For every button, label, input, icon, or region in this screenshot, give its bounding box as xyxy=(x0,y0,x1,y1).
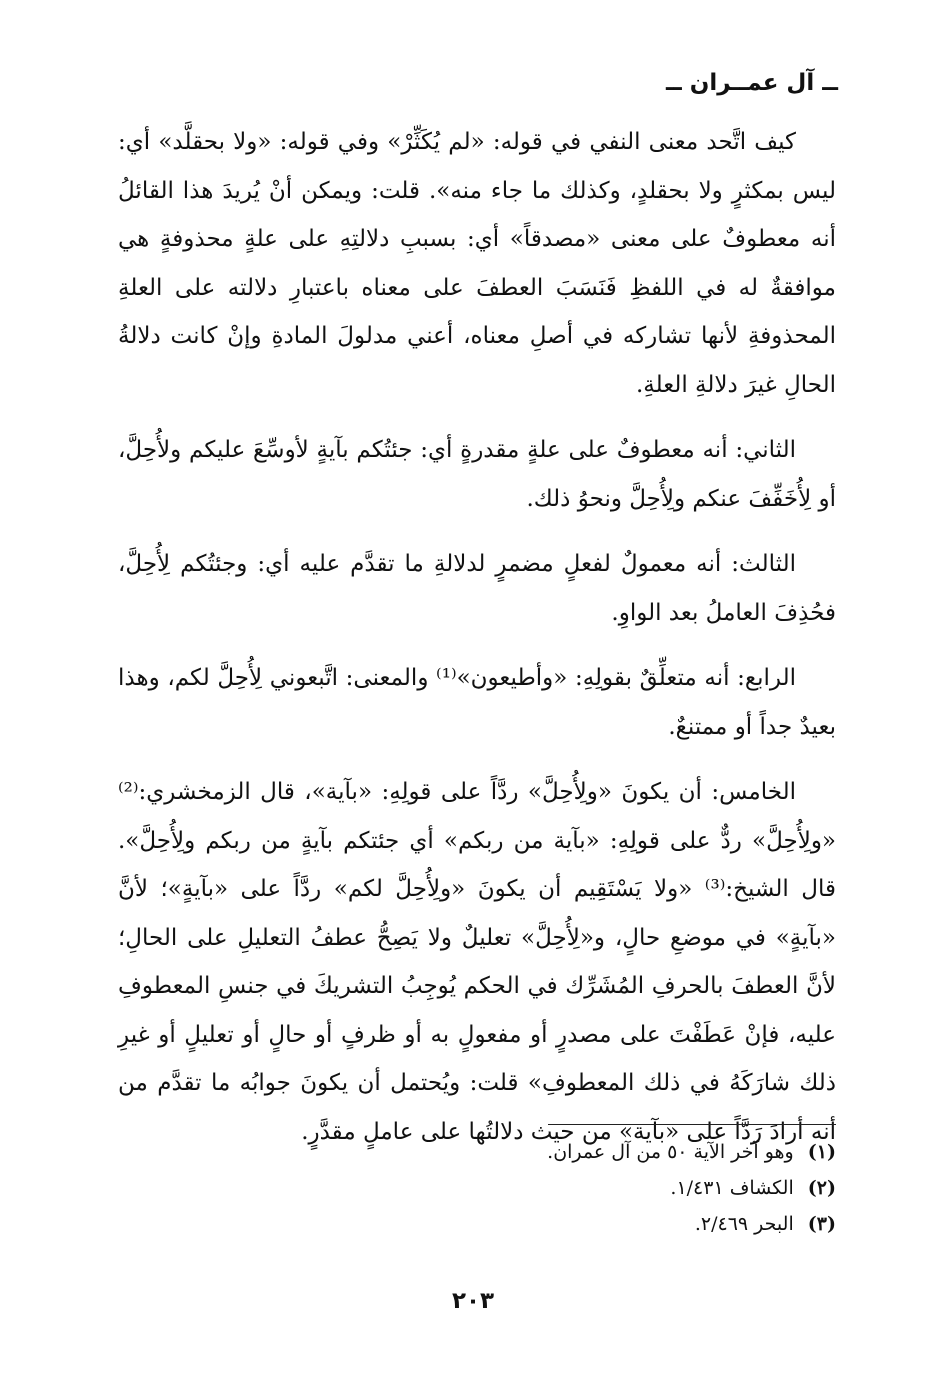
footnote-text: الكشاف ١/٤٣١. xyxy=(670,1177,794,1199)
footnote-item xyxy=(416,1134,836,1170)
footnote-separator xyxy=(548,1124,836,1125)
footnote-text: وهو آخر الآية ٥٠ من آل عمران. xyxy=(547,1141,794,1163)
running-head: ــ آل عمــران ــ xyxy=(666,70,838,96)
paragraph-fifth-opinion: الخامس: أن يكونَ «ولِأُحِلَّ» ردَّاً على قولِهِ: «بآية»، قال الزمخشري:⁽²⁾ «ولِأُحِلَّ» ردٌّ على قولِهِ: «بآية من ربكم» أي جئتكم بآيةٍ من ربكم ولِأُحِلَّ». قال الشيخ:⁽³⁾ «ولا يَسْتَقِيم أن يكونَ «ولِأُحِلَّ لكم» ردَّاً على «بآيةٍ»؛ لأنَّ «بآيةٍ» في موضعِ حالٍ، و«لِأُحِلَّ» تعليلٌ ولا يَصِحُّ عطفُ التعليلِ على الحالِ؛ لأنَّ العطفَ بالحرفِ المُشَرِّك في الحكم يُوجِبُ التشريكَ في جنسِ المعطوفِ عليه، فإنْ عَطَفْتَ على مصدرٍ أو مفعولٍ به أو ظرفٍ أو حالٍ أو تعليلٍ أو غيرِ ذلك شارَكَهُ في ذلك المعطوفِ» قلت: ويُحتمل أن يكونَ جوابُه ما تقدَّم من أنه أرادَ رَدَّاً على «بآية» من حيث دلالتُها على عاملٍ مقدَّرٍ. xyxy=(118,779,836,1145)
main-text xyxy=(118,118,836,1173)
footnote-number: (١) xyxy=(807,1141,836,1163)
page-number: ٢٠٣ xyxy=(451,1288,495,1314)
paragraph-fourth-opinion: الرابع: أنه متعلِّقٌ بقولِهِ: «وأطيعون»⁽¹⁾ والمعنى: اتَّبعوني لِأُحِلَّ لكم، وهذا بعيدٌ جداً أو ممتنعٌ. xyxy=(118,665,836,740)
footnote-item xyxy=(416,1206,836,1242)
footnote-item xyxy=(416,1170,836,1206)
footnote-number: (٢) xyxy=(807,1177,836,1199)
footnote-number: (٣) xyxy=(807,1213,836,1235)
paragraph-third-opinion: الثالث: أنه معمولٌ لفعلٍ مضمرٍ لدلالةِ ما تقدَّم عليه أي: وجئتُكم لِأُحِلَّ، فحُذِفَ العاملُ بعد الواوِ. xyxy=(118,551,836,626)
paragraph-continuation: كيف اتَّحد معنى النفي في قوله: «لم يُكَثِّرْ» وفي قوله: «ولا بحقلَّد» أي: ليس بمكثرٍ ولا بحقلدٍ، وكذلك ما جاء منه». قلت: ويمكن أنْ يُريدَ هذا القائلُ أنه معطوفٌ على معنى «مصدقاً» أي: بسببِ دلالتِهِ على علةٍ محذوفةٍ هي موافقةٌ له في اللفظِ فَنَسَبَ العطفَ على معناه باعتبارِ دلالته على العلةِ المحذوفةِ لأنها تشاركه في أصلِ معناه، أعني مدلولَ المادةِ وإنْ كانت دلالةُ الحالِ غيرَ دلالةِ العلةِ. xyxy=(118,129,836,398)
paragraph-second-opinion: الثاني: أنه معطوفٌ على علةٍ مقدرةٍ أي: جئتُكم بآيةٍ لأوسِّعَ عليكم ولأُحِلَّ، أو لِأُخَفِّفَ عنكم ولِأُحِلَّ ونحوُ ذلك. xyxy=(118,437,836,512)
footnote-text: البحر ٢/٤٦٩. xyxy=(694,1213,794,1235)
footnotes xyxy=(416,1134,836,1242)
